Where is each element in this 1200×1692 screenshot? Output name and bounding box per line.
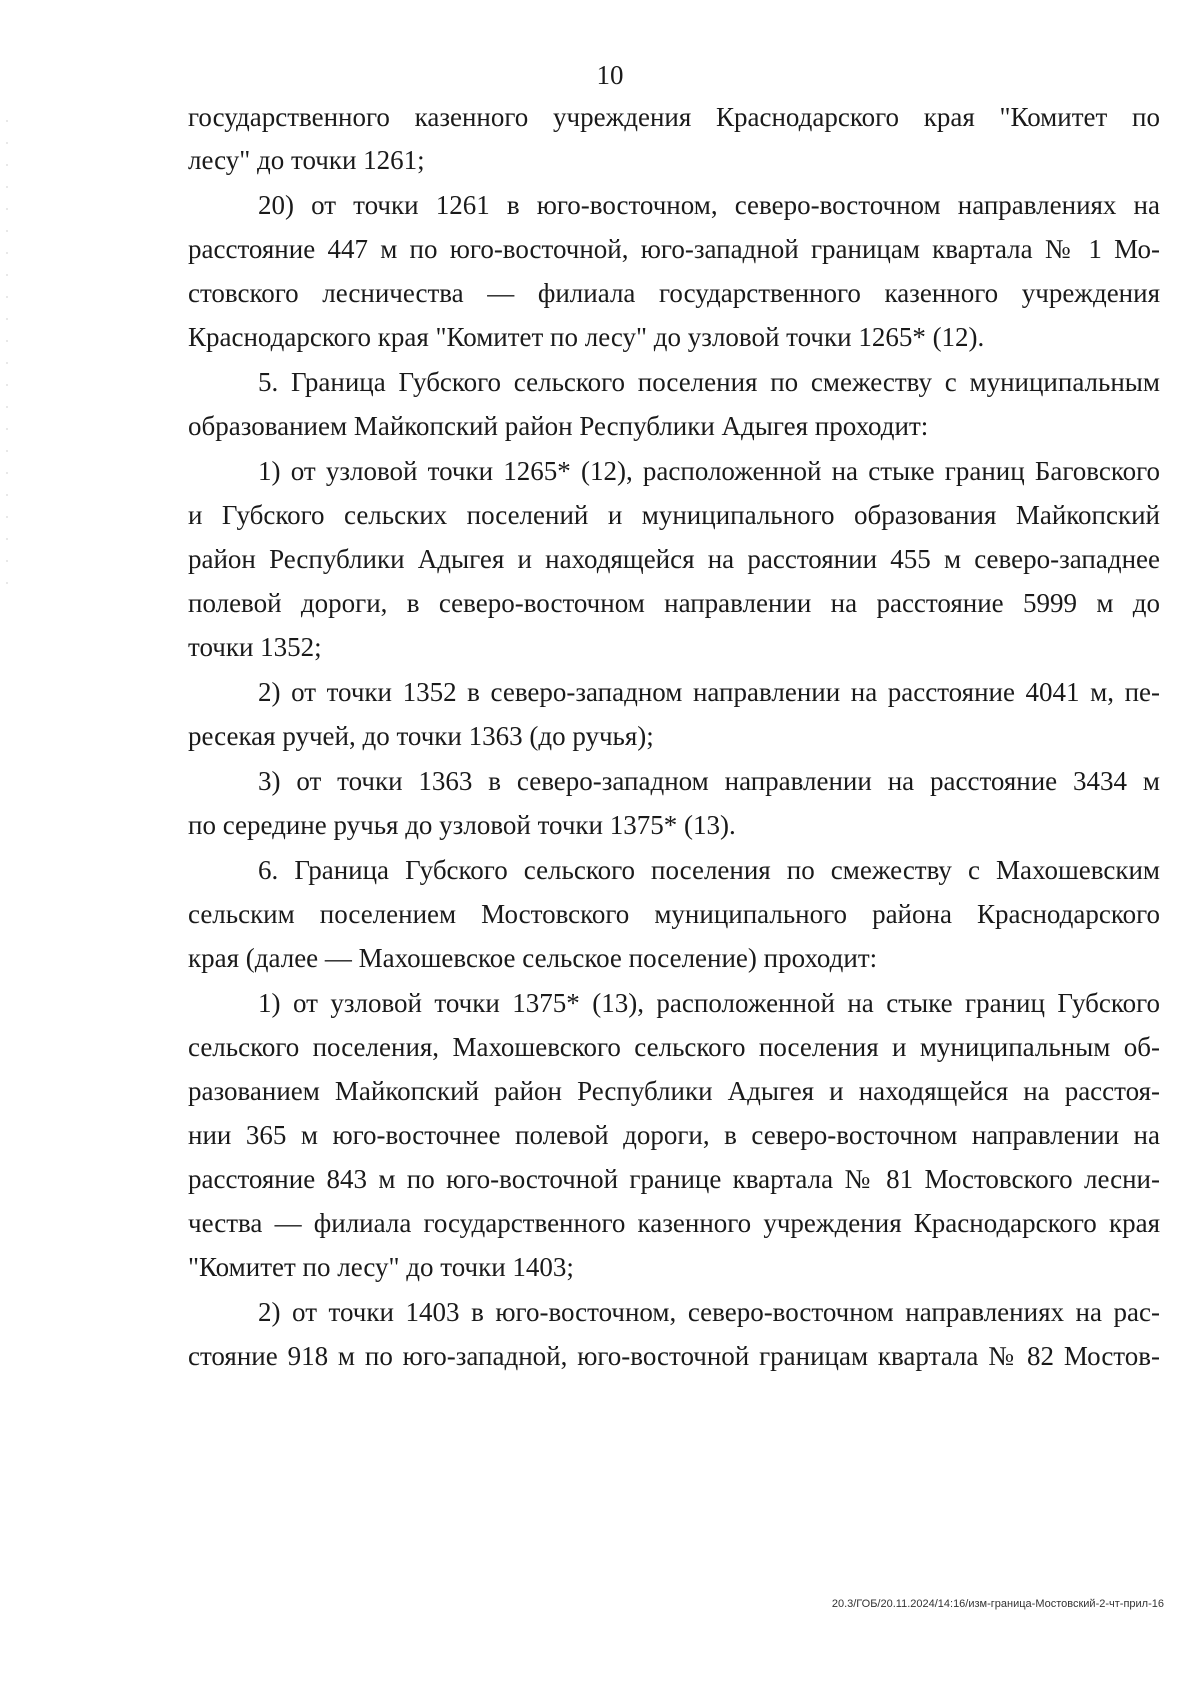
document-footer-code: 20.3/ГОБ/20.11.2024/14:16/изм-граница-Мостовский-2-чт-прил-16	[831, 1598, 1164, 1610]
text-line: 2) от точки 1352 в северо-западном направлении на расстояние 4041 м, пе-	[258, 677, 1160, 707]
text-line: 1) от узловой точки 1265* (12), расположенной на стыке границ Баговского	[258, 456, 1160, 486]
text-line: разованием Майкопский район Республики Адыгея и находящейся на расстоя-	[188, 1076, 1160, 1106]
text-line: ресекая ручей, до точки 1363 (до ручья);	[188, 721, 654, 751]
text-line: 2) от точки 1403 в юго-восточном, северо-восточном направлениях на рас-	[258, 1297, 1160, 1327]
scan-margin-marks	[6, 120, 8, 600]
text-line: расстояние 843 м по юго-восточной границе квартала № 81 Мостовского лесни-	[188, 1164, 1160, 1194]
text-line: сельского поселения, Махошевского сельского поселения и муниципальным об-	[188, 1032, 1160, 1062]
page-number: 10	[596, 60, 624, 90]
text-line: точки 1352;	[188, 632, 322, 662]
text-line: стовского лесничества — филиала государственного казенного учреждения	[188, 278, 1160, 308]
text-line: государственного казенного учреждения Краснодарского края "Комитет по	[188, 102, 1160, 132]
text-line: по середине ручья до узловой точки 1375* (13).	[188, 810, 736, 840]
text-line: лесу" до точки 1261;	[188, 145, 425, 175]
text-line: сельским поселением Мостовского муниципального района Краснодарского	[188, 899, 1160, 929]
text-line: 5. Граница Губского сельского поселения по смежеству с муниципальным	[258, 367, 1160, 397]
text-line: 20) от точки 1261 в юго-восточном, северо-восточном направлениях на	[258, 190, 1160, 220]
text-line: стояние 918 м по юго-западной, юго-восточной границам квартала № 82 Мостов-	[188, 1341, 1160, 1371]
text-line: "Комитет по лесу" до точки 1403;	[188, 1252, 574, 1282]
text-line: 1) от узловой точки 1375* (13), расположенной на стыке границ Губского	[258, 988, 1160, 1018]
text-line: Краснодарского края "Комитет по лесу" до узловой точки 1265* (12).	[188, 322, 985, 352]
text-line: полевой дороги, в северо-восточном направлении на расстояние 5999 м до	[188, 588, 1160, 618]
text-line: нии 365 м юго-восточнее полевой дороги, в северо-восточном направлении на	[188, 1120, 1160, 1150]
text-line: 3) от точки 1363 в северо-западном направлении на расстояние 3434 м	[258, 766, 1160, 796]
text-line: район Республики Адыгея и находящейся на расстоянии 455 м северо-западнее	[188, 544, 1160, 574]
text-line: края (далее — Махошевское сельское поселение) проходит:	[188, 943, 878, 973]
text-line: и Губского сельских поселений и муниципального образования Майкопский	[188, 500, 1160, 530]
text-line: чества — филиала государственного казенного учреждения Краснодарского края	[188, 1208, 1160, 1238]
text-line: образованием Майкопский район Республики Адыгея проходит:	[188, 411, 929, 441]
text-line: расстояние 447 м по юго-восточной, юго-западной границам квартала № 1 Мо-	[188, 234, 1160, 264]
text-line: 6. Граница Губского сельского поселения по смежеству с Махошевским	[258, 855, 1160, 885]
